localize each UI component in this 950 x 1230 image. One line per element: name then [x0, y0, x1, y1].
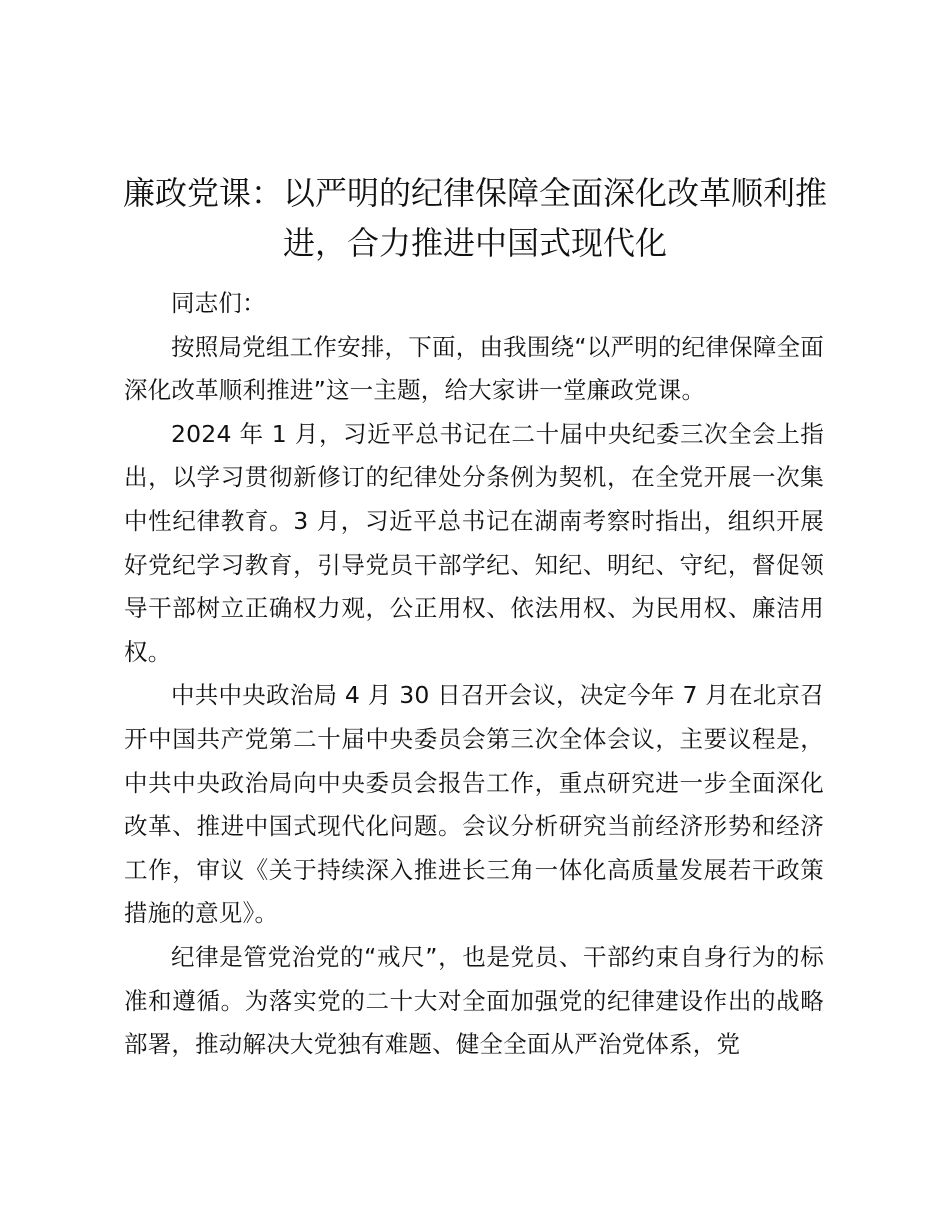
intro-paragraph: 按照局党组工作安排，下面，由我围绕“以严明的纪律保障全面深化改革顺利推进”这一主题，给大家讲一堂廉政党课。	[124, 332, 824, 405]
document-title: 廉政党课：以严明的纪律保障全面深化改革顺利推进，合力推进中国式现代化	[122, 174, 827, 262]
salutation-paragraph: 同志们：	[171, 289, 266, 317]
document-body	[124, 282, 824, 1067]
body-paragraph: 纪律是管党治党的“戒尺”，也是党员、干部约束自身行为的标准和遵循。为落实党的二十大对全面加强党的纪律建设作出的战略部署，推动解决大党独有难题、健全全面从严治党体系，党	[124, 942, 824, 1059]
body-paragraph: 中共中央政治局 4 月 30 日召开会议，决定今年 7 月在北京召开中国共产党第二十届中央委员会第三次全体会议，主要议程是，中共中央政治局向中央委员会报告工作，重点研究进一步全面深化改革、推进中国式现代化问题。会议分析研究当前经济形势和经济工作，审议《关于持续深入推进长三角一体化高质量发展若干政策措施的意见》。	[124, 681, 824, 928]
body-paragraph: 2024 年 1 月，习近平总书记在二十届中央纪委三次全会上指出，以学习贯彻新修订的纪律处分条例为契机，在全党开展一次集中性纪律教育。3 月，习近平总书记在湖南考察时指出，组织开展好党纪学习教育，引导党员干部学纪、知纪、明纪、守纪，督促领导干部树立正确权力观，公正用权、依法用权、为民用权、廉洁用权。	[124, 419, 824, 666]
